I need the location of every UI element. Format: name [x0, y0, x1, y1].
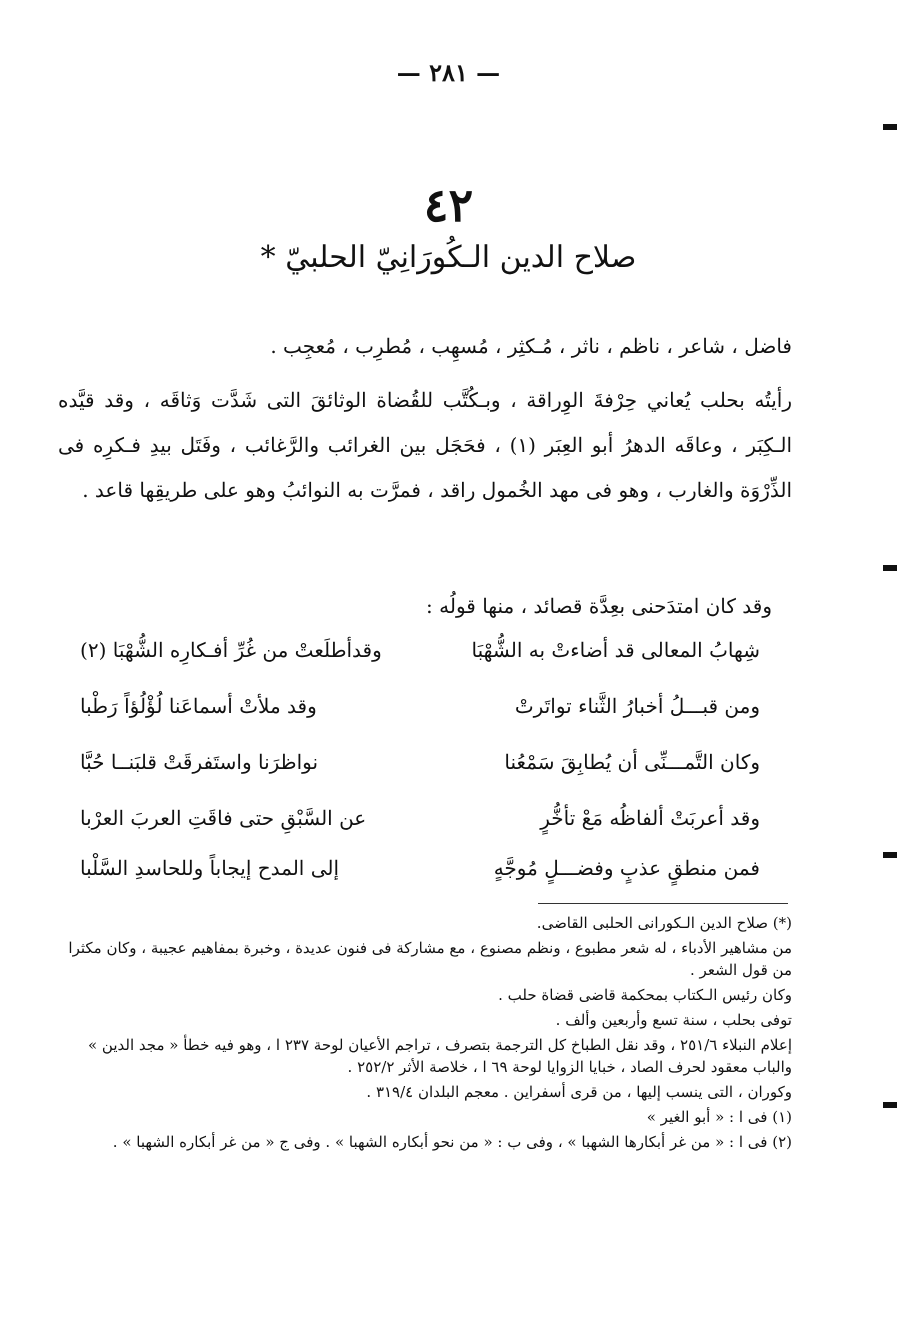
verse-second-hemistich: نواظرَنا واستَفرقَتْ قلبَنــا حُبَّا [80, 750, 319, 774]
verse-second-hemistich: عن السَّبْقِ حتى فاقَتِ العربَ العرْبا [80, 806, 367, 830]
footnote-line: إعلام النبلاء ٢٥١/٦ ، وقد نقل الطباخ كل الترجمة بتصرف ، تراجم الأعيان لوحة ٢٣٧ ا ، وهو فيه خطأ « مجد الدين » والباب معقود لحرف الصاد ، خبايا الزوايا لوحة ٦٩ ا ، خلاصة الأثر ٢٥٢/٢ . [87, 1036, 792, 1076]
footnote-line: (*) صلاح الدين الـكورانى الحلبى القاضى. [536, 914, 792, 932]
verse-line [80, 742, 760, 784]
chapter-number: ٤٢ [423, 178, 474, 232]
footnote-line: (٢) فى ا : « من غر أبكارها الشهبا » ، وفى ب : « من نحو أبكاره الشهبا » . وفى ج « من غر أبكاره الشهبا » . [112, 1133, 792, 1151]
footnote-separator [538, 903, 788, 904]
margin-mark [883, 1102, 897, 1108]
verse-line [80, 848, 760, 890]
verse-second-hemistich: إلى المدح إيجاباً وللحاسدِ السَّلْبا [80, 856, 340, 880]
chapter-title: صلاح الدين الـكُورَانِيّ الحلبيّ * [260, 240, 637, 275]
verse-first-hemistich: فمن منطقٍ عذبٍ وفضـــلٍ مُوجَّهٍ [493, 856, 760, 880]
verse-second-hemistich: وقدأطلَعتْ من غُرِّ أفـكارِه الشُّهْبَا (٢) [80, 638, 382, 662]
verse-line [80, 630, 760, 672]
page-number: — ٢٨١ — [396, 58, 501, 87]
body-paragraph: رأيتُه بحلب يُعاني حِرْفةَ الوِراقة ، وبـكُتَّب للقُضاة الوثائقَ التى شَدَّت وَثاقَه ، وقد قيَّده الـكِبَر ، وعاقَه الدهرُ أبو العِبَر (١) ، فحَجَل بين الغرائب والرَّغائب ، وفَتَل بيدِ فـكرِه فى الذِّرْوَة والغارب ، وهو فى مهد الخُمول راقد ، فمرَّت به النوائبُ وهو على طريقِها قاعد . [58, 388, 792, 502]
footnote-line: من مشاهير الأدباء ، له شعر مطبوع ، ونظم مصنوع ، مع مشاركة فى فنون عديدة ، وخبرة بمفاهيم عجيبة ، وكان مكثرا من قول الشعر . [68, 939, 792, 979]
margin-mark [883, 565, 897, 571]
verse-first-hemistich: وكان التَّمـــنِّى أن يُطابِقَ سَمْعُنا [504, 750, 760, 774]
verse-line [80, 798, 760, 840]
footnotes [58, 912, 792, 1156]
footnote-line: وكوران ، التى ينسب إليها ، من قرى أسفراين . معجم البلدان ٣١٩/٤ . [366, 1083, 792, 1101]
verse-introduction: وقد كان امتدَحنى بعِدَّة قصائد ، منها قولُه : [426, 594, 772, 618]
footnote-line: (١) فى ا : « أبو الغير » [646, 1108, 792, 1126]
margin-mark [883, 852, 897, 858]
intro-line: فاضل ، شاعر ، ناظم ، ناثر ، مُـكثِر ، مُسهِب ، مُطرِب ، مُعجِب . [270, 334, 792, 358]
verse-first-hemistich: ومن قبـــلُ أخبارُ الثَّناء تواتَرتْ [514, 694, 760, 718]
verse-second-hemistich: وقد ملأتْ أسماعَنا لُؤْلُؤاً رَطْبا [80, 694, 317, 718]
verse-first-hemistich: شِهابُ المعالى قد أضاءتْ به الشُّهْبَا [471, 638, 760, 662]
footnote-line: وكان رئيس الـكتاب بمحكمة قاضى قضاة حلب . [498, 986, 792, 1004]
verse-first-hemistich: وقد أعربَتْ ألفاظُه مَعْ تأخُّرٍ [540, 806, 760, 830]
margin-mark [883, 124, 897, 130]
footnote-line: توفى بحلب ، سنة تسع وأربعين وألف . [555, 1011, 792, 1029]
verse-line [80, 686, 760, 728]
